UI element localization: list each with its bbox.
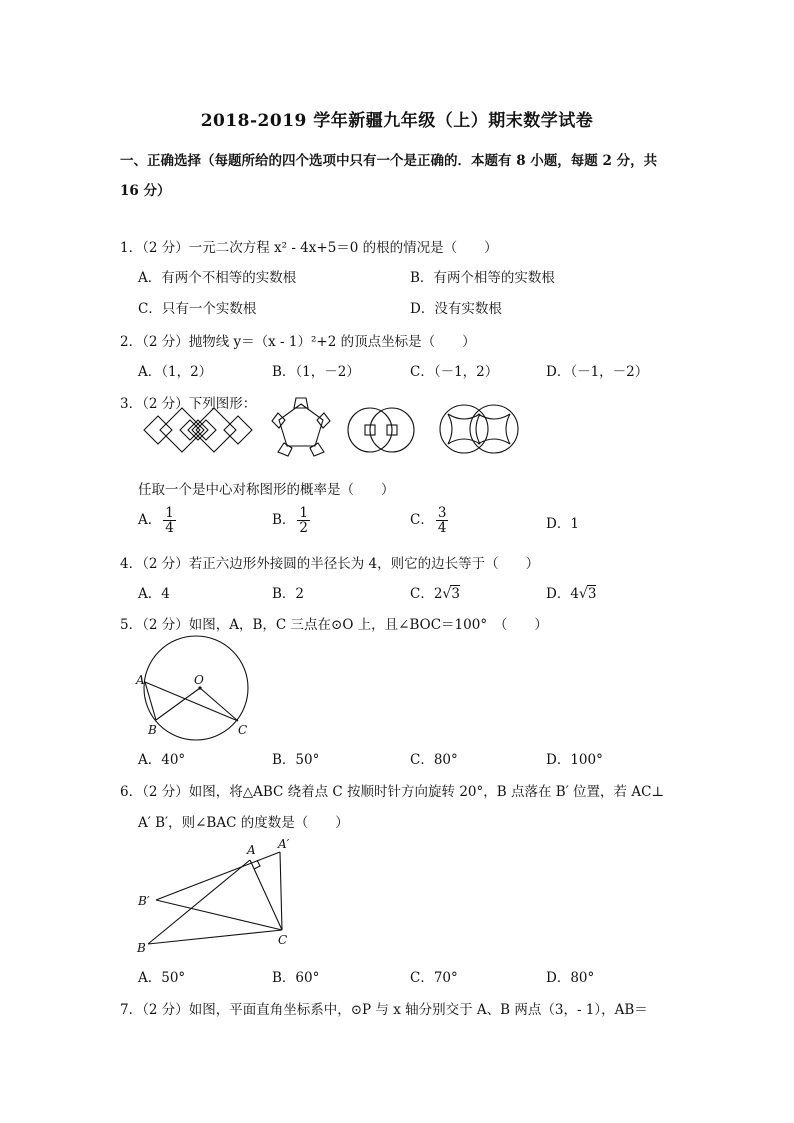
q3-option-b <box>272 506 310 535</box>
fraction <box>436 506 449 535</box>
q4-option-d-label: D．4 <box>546 586 579 602</box>
q3-option-c-label: C． <box>410 512 434 528</box>
q1-option-b: B．有两个相等的实数根 <box>410 270 555 286</box>
q6-option-c: C．70° <box>410 970 458 986</box>
fraction <box>297 506 310 535</box>
question-3-stem: 3．（2 分）下列图形： <box>120 396 257 412</box>
denominator: 4 <box>437 520 447 536</box>
label-a: A <box>247 843 256 857</box>
q6-option-a: A．50° <box>138 970 186 986</box>
q4-option-b: B．2 <box>272 586 305 602</box>
q3-option-d: D．1 <box>546 516 579 532</box>
q1-option-d: D．没有实数根 <box>410 301 502 317</box>
q5-circle-figure <box>130 632 260 740</box>
question-5-stem: 5．（2 分）如图，A，B，C 三点在⊙O 上，且∠BOC＝100° （ ） <box>120 617 548 633</box>
fraction <box>163 506 176 535</box>
q6-option-b: B．60° <box>272 970 320 986</box>
numerator: 1 <box>165 505 174 521</box>
numerator: 1 <box>299 505 309 521</box>
q2-option-c: C．（－1，2） <box>410 364 499 380</box>
denominator: 2 <box>299 520 309 536</box>
q4-option-c-label: C．2 <box>410 586 443 602</box>
label-a: A <box>136 673 145 687</box>
q3-option-a <box>138 506 176 535</box>
radicand: 3 <box>587 586 597 602</box>
q4-option-a: A．4 <box>138 586 170 602</box>
q3-option-c <box>410 506 448 535</box>
q1-option-a: A．有两个不相等的实数根 <box>138 270 297 286</box>
question-2-stem: 2．（2 分）抛物线 y＝（x - 1）²+2 的顶点坐标是（ ） <box>120 334 476 350</box>
section-heading: 一、正确选择（每题所给的四个选项中只有一个是正确的．本题有 8 小题，每题 2 分，共 16 分） <box>120 153 658 199</box>
q3-option-a-label: A． <box>138 512 162 528</box>
question-7-stem: 7．（2 分）如图，平面直角坐标系中，⊙P 与 x 轴分别交于 A、B 两点（3，- 1），AB＝ <box>120 1002 648 1018</box>
label-a-prime: A′ <box>278 837 290 851</box>
label-b-prime: B′ <box>138 894 150 908</box>
q4-option-c <box>410 582 460 602</box>
q3-figure-pentagon <box>268 396 334 460</box>
label-b: B <box>137 941 146 955</box>
question-6-stem: 6．（2 分）如图，将△ABC 绕着点 C 按顺时针方向旋转 20°，B 点落在 B′ 位置，若 AC⊥ <box>120 784 665 800</box>
q2-option-a: A．（1，2） <box>138 364 213 380</box>
question-4-stem: 4．（2 分）若正六边形外接圆的半径长为 4，则它的边长等于（ ） <box>120 556 540 572</box>
q4-option-d <box>546 582 596 602</box>
q2-option-b: B．（1，－2） <box>272 364 360 380</box>
label-b: B <box>148 723 157 737</box>
q5-option-a: A．40° <box>138 752 186 768</box>
q3-figure-diamonds <box>140 404 256 456</box>
q6-triangle-figure <box>134 838 304 958</box>
numerator: 3 <box>437 505 447 521</box>
question-6-stem-cont: A′ B′，则∠BAC 的度数是（ ） <box>138 815 349 831</box>
page-title: 2018-2019 学年新疆九年级（上）期末数学试卷 <box>200 111 594 131</box>
q5-option-c: C．80° <box>410 752 458 768</box>
q5-option-d: D．100° <box>546 752 603 768</box>
q5-option-b: B．50° <box>272 752 320 768</box>
radicand: 3 <box>451 586 460 602</box>
denominator: 4 <box>165 520 174 536</box>
radical-sign: √ <box>442 586 452 602</box>
question-1-stem: 1．（2 分）一元二次方程 x² - 4x+5＝0 的根的情况是（ ） <box>120 240 498 256</box>
label-c: C <box>278 933 288 947</box>
label-o: O <box>194 673 204 687</box>
q3-figure-arcs <box>438 400 520 458</box>
label-c: C <box>238 723 248 737</box>
q3-figure-coins <box>346 402 416 458</box>
q3-question: 任取一个是中心对称图形的概率是（ ） <box>138 482 395 498</box>
q2-option-d: D．（－1，－2） <box>546 364 649 380</box>
q6-option-d: D．80° <box>546 970 595 986</box>
q3-option-b-label: B． <box>272 512 296 528</box>
radical-sign: √ <box>578 586 588 602</box>
q1-option-c: C．只有一个实数根 <box>138 301 257 317</box>
